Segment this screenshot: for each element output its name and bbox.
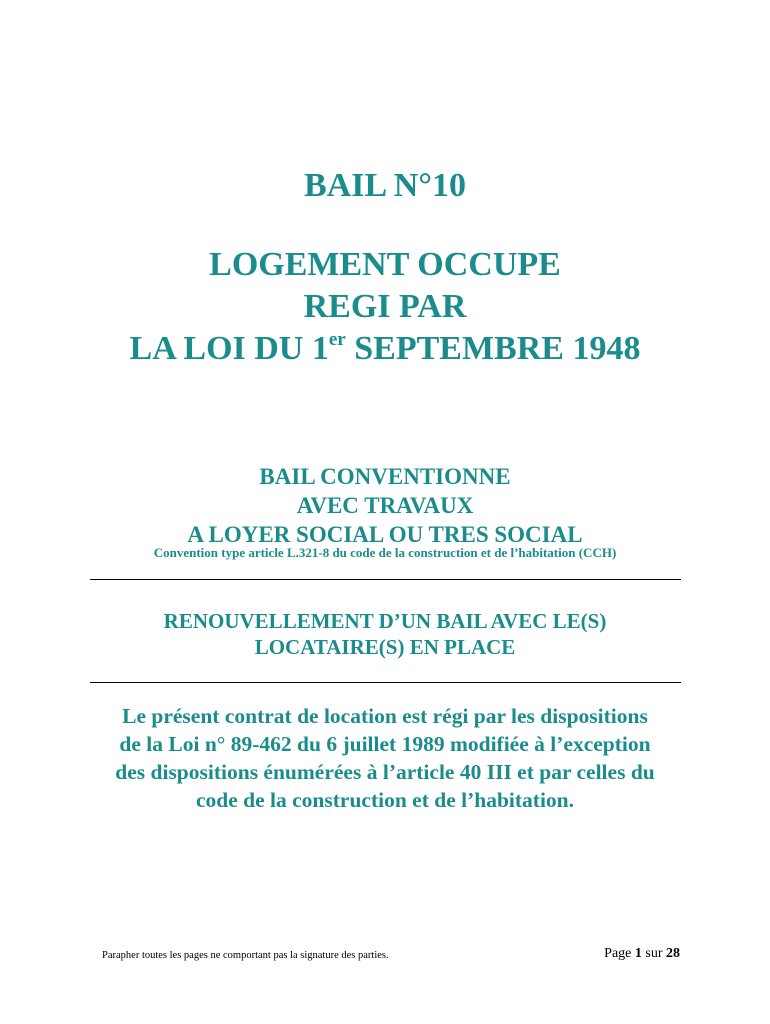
- divider-top: [90, 579, 681, 580]
- legal-line-4: code de la construction et de l’habitation.: [195, 788, 575, 812]
- heading-line-1: LOGEMENT OCCUPE: [209, 246, 561, 283]
- footer-instruction: Parapher toutes les pages ne comportant pas la signature des parties.: [102, 950, 389, 961]
- renewal-heading: [0, 608, 770, 660]
- heading-line-3: [0, 328, 770, 370]
- convention-note: Convention type article L.321-8 du code de la construction et de l’habitation (CCH): [153, 545, 617, 560]
- heading-line-2: REGI PAR: [303, 288, 467, 325]
- legal-statement: [0, 702, 770, 814]
- page-number: [604, 946, 680, 962]
- page-current: 1: [634, 946, 642, 961]
- subheading-line-3: A LOYER SOCIAL OU TRES SOCIAL: [187, 522, 583, 547]
- heading-line-3-post: SEPTEMBRE 1948: [345, 330, 641, 367]
- renewal-line-1: RENOUVELLEMENT D’UN BAIL AVEC LE(S): [163, 609, 607, 633]
- subheading-line-2: AVEC TRAVAUX: [296, 493, 474, 518]
- legal-line-2: de la Loi n° 89-462 du 6 juillet 1989 modifiée à l’exception: [119, 732, 651, 756]
- subheading-line-1: BAIL CONVENTIONNE: [259, 464, 511, 489]
- page-middle: sur: [641, 946, 666, 961]
- divider-bottom: [90, 682, 681, 683]
- heading-line-3-pre: LA LOI DU 1: [129, 330, 329, 367]
- document-heading: [0, 244, 770, 370]
- legal-line-1: Le présent contrat de location est régi par les dispositions: [122, 704, 648, 728]
- renewal-line-2: LOCATAIRE(S) EN PLACE: [254, 635, 516, 659]
- legal-line-3: des dispositions énumérées à l’article 40 III et par celles du: [115, 760, 655, 784]
- document-subheading: [0, 462, 770, 549]
- page-total: 28: [666, 946, 680, 961]
- document-title: BAIL N°10: [304, 167, 466, 204]
- page-prefix: Page: [604, 946, 635, 961]
- heading-line-3-sup: er: [328, 329, 346, 350]
